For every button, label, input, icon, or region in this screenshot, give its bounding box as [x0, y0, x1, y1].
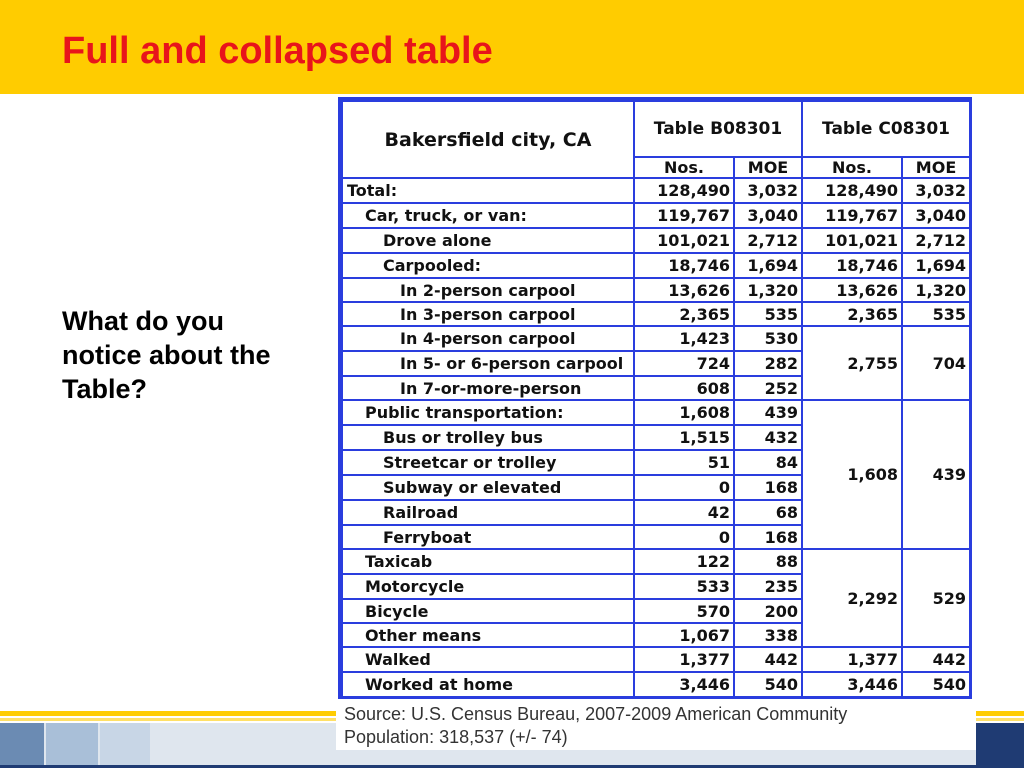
full-moe-cell: 432	[734, 425, 802, 450]
collapsed-other-nos: 2,292	[802, 549, 902, 647]
collapsed-nos-cell: 3,446	[802, 672, 902, 697]
source-note	[336, 700, 976, 750]
row-label: Total:	[342, 178, 634, 203]
row-label: Carpooled:	[342, 253, 634, 278]
full-moe-cell: 252	[734, 376, 802, 400]
full-moe-cell: 200	[734, 599, 802, 623]
table-row	[342, 549, 970, 574]
row-label: In 4-person carpool	[342, 326, 634, 351]
full-nos-cell: 122	[634, 549, 734, 574]
collapsed-table-header: Table C08301	[802, 101, 970, 157]
row-label: Subway or elevated	[342, 475, 634, 500]
full-nos-cell: 1,067	[634, 623, 734, 647]
full-nos-cell: 1,423	[634, 326, 734, 351]
full-moe-cell: 1,320	[734, 278, 802, 302]
full-nos-cell: 101,021	[634, 228, 734, 253]
collapsed-public-transport-moe: 439	[902, 400, 970, 549]
collapsed-moe-cell: 442	[902, 647, 970, 672]
comparison-table	[338, 97, 972, 699]
full-nos-cell: 0	[634, 475, 734, 500]
full-nos-cell: 13,626	[634, 278, 734, 302]
row-label: Motorcycle	[342, 574, 634, 599]
row-label: In 2-person carpool	[342, 278, 634, 302]
full-nos-cell: 1,515	[634, 425, 734, 450]
table-row	[342, 178, 970, 203]
row-label: Car, truck, or van:	[342, 203, 634, 228]
table-row	[342, 228, 970, 253]
full-moe-cell: 439	[734, 400, 802, 425]
row-label: In 5- or 6-person carpool	[342, 351, 634, 376]
full-nos-cell: 51	[634, 450, 734, 475]
title-bar	[0, 0, 1024, 94]
collapsed-nos-cell: 18,746	[802, 253, 902, 278]
row-label: Walked	[342, 647, 634, 672]
source-text: Source: U.S. Census Bureau, 2007-2009 American Community	[344, 704, 848, 724]
row-label: Taxicab	[342, 549, 634, 574]
collapsed-other-moe: 529	[902, 549, 970, 647]
full-moe-cell: 3,032	[734, 178, 802, 203]
full-moe-cell: 2,712	[734, 228, 802, 253]
collapsed-nos-cell: 2,365	[802, 302, 902, 326]
slide-title: Full and collapsed table	[62, 30, 493, 72]
row-label: Bicycle	[342, 599, 634, 623]
table-row	[342, 326, 970, 351]
row-label: Other means	[342, 623, 634, 647]
question-text: What do you notice about the Table?	[62, 306, 271, 404]
commute-table	[341, 100, 971, 698]
collapsed-carpool-other-nos: 2,755	[802, 326, 902, 400]
full-nos-cell: 570	[634, 599, 734, 623]
row-label: Public transportation:	[342, 400, 634, 425]
col-header-moe: MOE	[902, 157, 970, 178]
collapsed-nos-cell: 128,490	[802, 178, 902, 203]
table-row	[342, 672, 970, 697]
place-header: Bakersfield city, CA	[342, 101, 634, 178]
full-nos-cell: 608	[634, 376, 734, 400]
row-label: In 7-or-more-person	[342, 376, 634, 400]
full-nos-cell: 2,365	[634, 302, 734, 326]
collapsed-nos-cell: 1,377	[802, 647, 902, 672]
full-moe-cell: 442	[734, 647, 802, 672]
full-nos-cell: 42	[634, 500, 734, 525]
collapsed-nos-cell: 101,021	[802, 228, 902, 253]
collapsed-carpool-other-moe: 704	[902, 326, 970, 400]
full-moe-cell: 168	[734, 525, 802, 549]
collapsed-nos-cell: 119,767	[802, 203, 902, 228]
collapsed-moe-cell: 1,320	[902, 278, 970, 302]
table-row	[342, 278, 970, 302]
col-header-nos: Nos.	[634, 157, 734, 178]
collapsed-moe-cell: 2,712	[902, 228, 970, 253]
row-label: Ferryboat	[342, 525, 634, 549]
full-moe-cell: 168	[734, 475, 802, 500]
collapsed-moe-cell: 540	[902, 672, 970, 697]
full-nos-cell: 724	[634, 351, 734, 376]
full-nos-cell: 1,377	[634, 647, 734, 672]
full-moe-cell: 530	[734, 326, 802, 351]
collapsed-nos-cell: 13,626	[802, 278, 902, 302]
collapsed-moe-cell: 535	[902, 302, 970, 326]
full-nos-cell: 3,446	[634, 672, 734, 697]
full-moe-cell: 235	[734, 574, 802, 599]
full-nos-cell: 128,490	[634, 178, 734, 203]
full-nos-cell: 1,608	[634, 400, 734, 425]
full-moe-cell: 68	[734, 500, 802, 525]
full-moe-cell: 540	[734, 672, 802, 697]
full-moe-cell: 88	[734, 549, 802, 574]
population-text: Population: 318,537 (+/- 74)	[344, 727, 568, 747]
full-moe-cell: 282	[734, 351, 802, 376]
collapsed-moe-cell: 3,040	[902, 203, 970, 228]
table-row	[342, 400, 970, 425]
full-nos-cell: 533	[634, 574, 734, 599]
row-label: Railroad	[342, 500, 634, 525]
table-row	[342, 302, 970, 326]
full-moe-cell: 338	[734, 623, 802, 647]
col-header-nos: Nos.	[802, 157, 902, 178]
collapsed-moe-cell: 3,032	[902, 178, 970, 203]
row-label: In 3-person carpool	[342, 302, 634, 326]
full-nos-cell: 18,746	[634, 253, 734, 278]
full-moe-cell: 535	[734, 302, 802, 326]
col-header-moe: MOE	[734, 157, 802, 178]
full-nos-cell: 0	[634, 525, 734, 549]
full-moe-cell: 1,694	[734, 253, 802, 278]
full-moe-cell: 84	[734, 450, 802, 475]
row-label: Bus or trolley bus	[342, 425, 634, 450]
row-label: Worked at home	[342, 672, 634, 697]
full-moe-cell: 3,040	[734, 203, 802, 228]
table-row	[342, 203, 970, 228]
full-nos-cell: 119,767	[634, 203, 734, 228]
table-row	[342, 647, 970, 672]
full-table-header: Table B08301	[634, 101, 802, 157]
collapsed-moe-cell: 1,694	[902, 253, 970, 278]
collapsed-public-transport-nos: 1,608	[802, 400, 902, 549]
row-label: Drove alone	[342, 228, 634, 253]
table-row	[342, 253, 970, 278]
row-label: Streetcar or trolley	[342, 450, 634, 475]
